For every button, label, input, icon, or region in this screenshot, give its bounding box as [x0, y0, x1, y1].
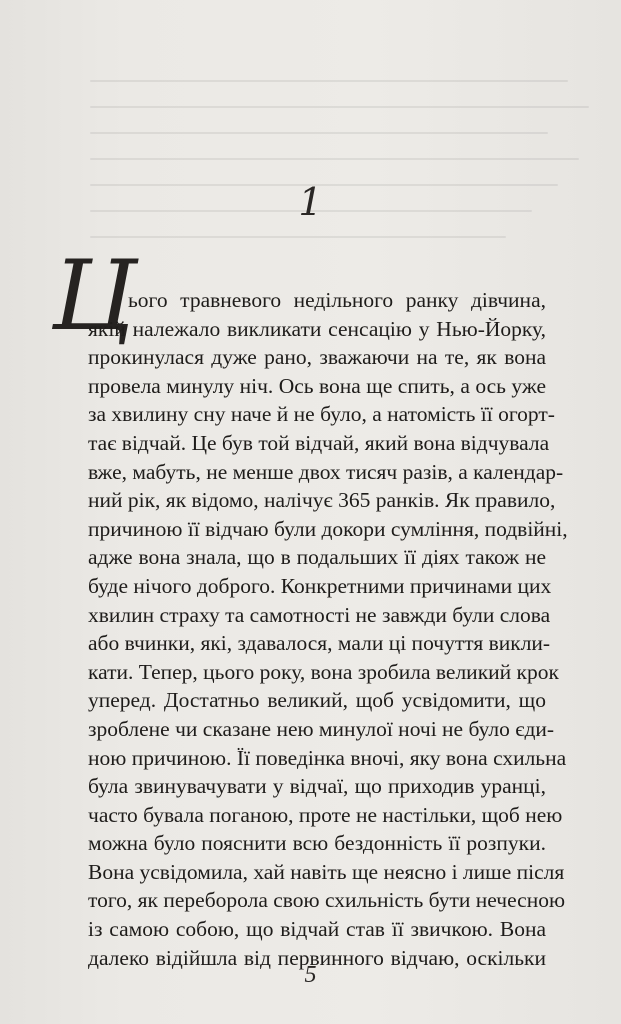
text-line: тає відчай. Це був той відчай, який вона відчувала	[88, 430, 550, 455]
text-line: ний рік, як відомо, налічує 365 ранків. Як правило,	[88, 488, 556, 513]
text-line: або вчинки, які, здавалося, мали ці почуття викли-	[88, 631, 551, 656]
text-line: зроблене чи сказане нею минулої ночі не було єди-	[88, 716, 555, 741]
text-line: ною причиною. Її поведінка вночі, яку вона схильна	[88, 745, 567, 770]
text-line: за хвилину сну наче й не було, а натомість її огорт-	[88, 402, 555, 427]
text-line: уперед. Достатньо великий, щоб усвідомити, що	[88, 688, 546, 713]
text-line: Вона усвідомила, хай навіть ще неясно і лише після	[88, 859, 565, 884]
text-line: адже вона знала, що в подальших її діях також не	[88, 545, 546, 570]
drop-cap: Ц	[52, 240, 132, 352]
text-line: буде нічого доброго. Конкретними причинами цих	[88, 573, 552, 598]
body-text	[88, 286, 568, 972]
text-line: кати. Тепер, цього року, вона зробила великий крок	[88, 659, 559, 684]
text-line: прокинулася дуже рано, зважаючи на те, як вона	[88, 345, 546, 370]
text-line: хвилин страху та самотності не завжди були слова	[88, 602, 551, 627]
text-line: ього травневого недільного ранку дівчина,	[128, 288, 546, 312]
text-line: провела минулу ніч. Ось вона ще спить, а ось уже	[88, 373, 546, 398]
text-line: далеко відійшла від первинного відчаю, оскільки	[88, 945, 546, 970]
text-line: можна було пояснити всю бездонність її розпуки.	[88, 831, 546, 856]
text-line: якій належало викликати сенсацію у Нью-Йорку,	[88, 316, 546, 341]
text-line: із самою собою, що відчай став її звичкою. Вона	[88, 917, 546, 942]
page-number: 5	[304, 962, 317, 988]
text-line: була звинувачувати у відчаї, що приходив уранці,	[88, 774, 546, 799]
text-line: того, як переборола свою схильність бути нечесною	[88, 888, 566, 913]
text-line: часто бувала поганою, проте не настільки, щоб нею	[88, 802, 563, 827]
text-line: вже, мабуть, не менше двох тисяч разів, а календар-	[88, 459, 564, 484]
text-line: причиною її відчаю були докори сумління, подвійні,	[88, 516, 568, 541]
chapter-number: 1	[298, 180, 323, 224]
